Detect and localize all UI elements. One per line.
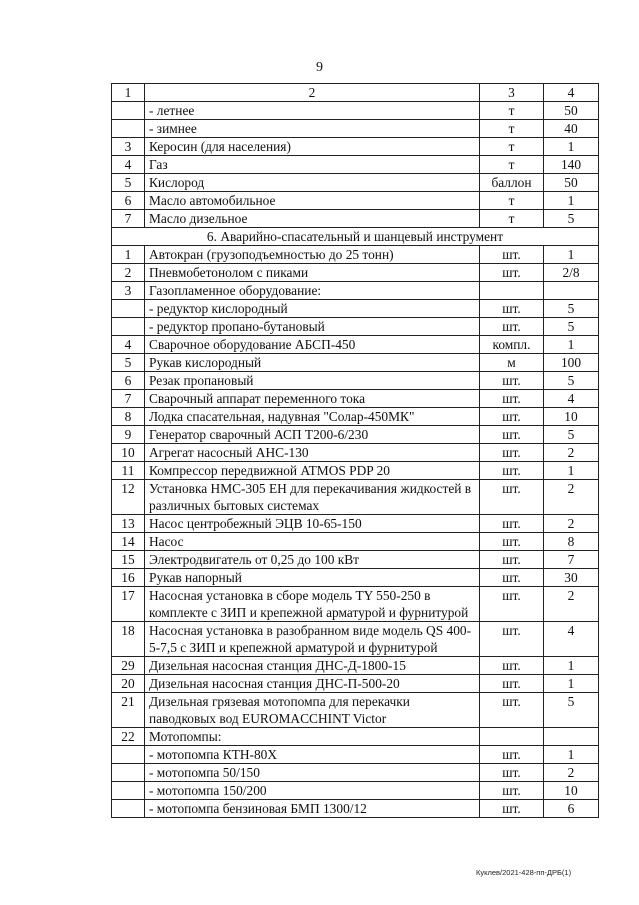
item-unit: шт. [480,800,544,818]
item-quantity: 7 [544,551,599,569]
item-quantity: 1 [544,462,599,480]
item-name: Газ [145,156,480,174]
item-unit: т [480,210,544,228]
header-cell-2: 2 [145,84,480,102]
table-row [112,408,599,426]
item-name: - мотопомпа 150/200 [145,782,480,800]
item-unit: шт. [480,551,544,569]
item-quantity: 1 [544,675,599,693]
item-unit: шт. [480,246,544,264]
item-name: - мотопомпа бензиновая БМП 1300/12 [145,800,480,818]
item-quantity: 10 [544,782,599,800]
item-name: Компрессор передвижной ATMOS PDP 20 [145,462,480,480]
item-name: Дизельная насосная станция ДНС-П-500-20 [145,675,480,693]
item-name: Дизельная насосная станция ДНС-Д-1800-15 [145,657,480,675]
item-unit: шт. [480,300,544,318]
table-row [112,264,599,282]
section-title: 6. Аварийно-спасательный и шанцевый инструмент [112,228,599,246]
item-name: Лодка спасательная, надувная "Солар-450МК" [145,408,480,426]
table-row [112,390,599,408]
table-row [112,138,599,156]
item-unit: шт. [480,462,544,480]
table-row [112,480,599,515]
row-number: 20 [112,675,145,693]
row-number: 11 [112,462,145,480]
item-quantity: 5 [544,372,599,390]
row-number: 9 [112,426,145,444]
item-quantity: 50 [544,102,599,120]
item-name: Сварочный аппарат переменного тока [145,390,480,408]
item-name: Сварочное оборудование АБСП-450 [145,336,480,354]
item-name: Рукав напорный [145,569,480,587]
row-number: 15 [112,551,145,569]
table-row [112,210,599,228]
item-name: Кислород [145,174,480,192]
item-unit: шт. [480,587,544,622]
item-name: Мотопомпы: [145,728,480,746]
item-quantity: 6 [544,800,599,818]
row-number: 14 [112,533,145,551]
item-name: Агрегат насосный АНС-130 [145,444,480,462]
item-quantity: 1 [544,336,599,354]
item-name: - зимнее [145,120,480,138]
row-number [112,746,145,764]
item-quantity: 40 [544,120,599,138]
row-number [112,782,145,800]
table-row [112,622,599,657]
row-number: 12 [112,480,145,515]
table-row [112,426,599,444]
row-number: 13 [112,515,145,533]
section-row [112,228,599,246]
item-unit: шт. [480,444,544,462]
table-row [112,192,599,210]
table-row [112,300,599,318]
item-quantity: 1 [544,138,599,156]
row-number: 2 [112,264,145,282]
item-name: Генератор сварочный АСП Т200-6/230 [145,426,480,444]
item-unit: шт. [480,264,544,282]
item-quantity: 2 [544,444,599,462]
row-number: 17 [112,587,145,622]
row-number: 21 [112,693,145,728]
item-quantity [544,282,599,300]
row-number [112,102,145,120]
item-quantity: 1 [544,192,599,210]
item-unit: т [480,192,544,210]
item-name: Масло автомобильное [145,192,480,210]
row-number [112,764,145,782]
item-name: Керосин (для населения) [145,138,480,156]
table-row [112,551,599,569]
document-code: Куклев/2021-428-пп-ДРБ(1) [476,868,572,877]
item-name: Насос [145,533,480,551]
item-unit: т [480,120,544,138]
item-name: Дизельная грязевая мотопомпа для перекачки паводковых вод EUROMACCHINT Victor [145,693,480,728]
table-row [112,174,599,192]
item-name: Рукав кислородный [145,354,480,372]
item-unit [480,282,544,300]
table-row [112,693,599,728]
item-quantity: 2 [544,764,599,782]
row-number: 8 [112,408,145,426]
row-number: 29 [112,657,145,675]
row-number [112,800,145,818]
item-unit: шт. [480,764,544,782]
item-unit: шт. [480,318,544,336]
table-row [112,764,599,782]
item-unit: т [480,138,544,156]
item-name: Газопламенное оборудование: [145,282,480,300]
item-name: Резак пропановый [145,372,480,390]
table-row [112,782,599,800]
row-number: 4 [112,156,145,174]
table-row [112,318,599,336]
item-unit: шт. [480,480,544,515]
item-unit: шт. [480,533,544,551]
item-quantity: 4 [544,390,599,408]
item-quantity: 5 [544,693,599,728]
item-quantity: 1 [544,746,599,764]
row-number [112,300,145,318]
table-row [112,354,599,372]
item-quantity: 2/8 [544,264,599,282]
item-name: - мотопомпа КТН-80Х [145,746,480,764]
item-quantity: 50 [544,174,599,192]
header-cell-4: 4 [544,84,599,102]
row-number: 1 [112,246,145,264]
item-unit: шт. [480,693,544,728]
item-unit: шт. [480,746,544,764]
table-row [112,282,599,300]
item-quantity: 10 [544,408,599,426]
table-row [112,444,599,462]
row-number: 6 [112,372,145,390]
item-name: Пневмобетонолом с пиками [145,264,480,282]
table-row [112,587,599,622]
header-row [112,84,599,102]
item-name: Насос центробежный ЭЦВ 10-65-150 [145,515,480,533]
item-quantity: 8 [544,533,599,551]
table-body [112,84,599,818]
table-row [112,675,599,693]
item-quantity: 2 [544,515,599,533]
table-row [112,746,599,764]
item-name: Установка НМС-305 ЕН для перекачивания жидкостей в различных бытовых системах [145,480,480,515]
row-number: 10 [112,444,145,462]
table-row [112,800,599,818]
item-unit: шт. [480,782,544,800]
item-unit: шт. [480,622,544,657]
item-unit: шт. [480,515,544,533]
item-unit: т [480,156,544,174]
item-unit: компл. [480,336,544,354]
item-name: Электродвигатель от 0,25 до 100 кВт [145,551,480,569]
item-name: Масло дизельное [145,210,480,228]
header-cell-3: 3 [480,84,544,102]
item-quantity: 30 [544,569,599,587]
row-number: 7 [112,390,145,408]
item-quantity: 140 [544,156,599,174]
table-row [112,372,599,390]
equipment-table [111,83,599,818]
item-unit: шт. [480,675,544,693]
item-name: - мотопомпа 50/150 [145,764,480,782]
item-name: - редуктор кислородный [145,300,480,318]
item-name: Автокран (грузоподъемностью до 25 тонн) [145,246,480,264]
row-number: 5 [112,174,145,192]
item-quantity: 5 [544,300,599,318]
row-number: 3 [112,282,145,300]
row-number: 4 [112,336,145,354]
item-quantity: 5 [544,426,599,444]
table-row [112,336,599,354]
row-number: 6 [112,192,145,210]
item-quantity: 2 [544,480,599,515]
row-number [112,318,145,336]
item-name: Насосная установка в сборе модель TY 550-250 в комплекте с ЗИП и крепежной арматурой и фурнитурой [145,587,480,622]
item-quantity: 1 [544,246,599,264]
item-name: - редуктор пропано-бутановый [145,318,480,336]
table-row [112,462,599,480]
item-unit: шт. [480,372,544,390]
page-number: 9 [316,60,323,75]
table-row [112,246,599,264]
table-row [112,657,599,675]
item-quantity: 2 [544,587,599,622]
item-unit: баллон [480,174,544,192]
item-unit: шт. [480,408,544,426]
item-name: - летнее [145,102,480,120]
table-row [112,120,599,138]
row-number: 7 [112,210,145,228]
item-unit: м [480,354,544,372]
item-unit: шт. [480,390,544,408]
row-number [112,120,145,138]
item-quantity: 4 [544,622,599,657]
row-number: 3 [112,138,145,156]
item-quantity [544,728,599,746]
item-quantity: 100 [544,354,599,372]
row-number: 22 [112,728,145,746]
item-quantity: 5 [544,318,599,336]
header-cell-1: 1 [112,84,145,102]
item-unit: шт. [480,426,544,444]
table-row [112,156,599,174]
item-quantity: 5 [544,210,599,228]
table-row [112,728,599,746]
item-unit: шт. [480,569,544,587]
row-number: 5 [112,354,145,372]
item-unit: т [480,102,544,120]
table-row [112,515,599,533]
item-unit: шт. [480,657,544,675]
table-row [112,533,599,551]
row-number: 16 [112,569,145,587]
item-quantity: 1 [544,657,599,675]
table-row [112,569,599,587]
row-number: 18 [112,622,145,657]
table-row [112,102,599,120]
item-name: Насосная установка в разобранном виде модель QS 400-5-7,5 с ЗИП и крепежной арматурой и фурнитурой [145,622,480,657]
item-unit [480,728,544,746]
